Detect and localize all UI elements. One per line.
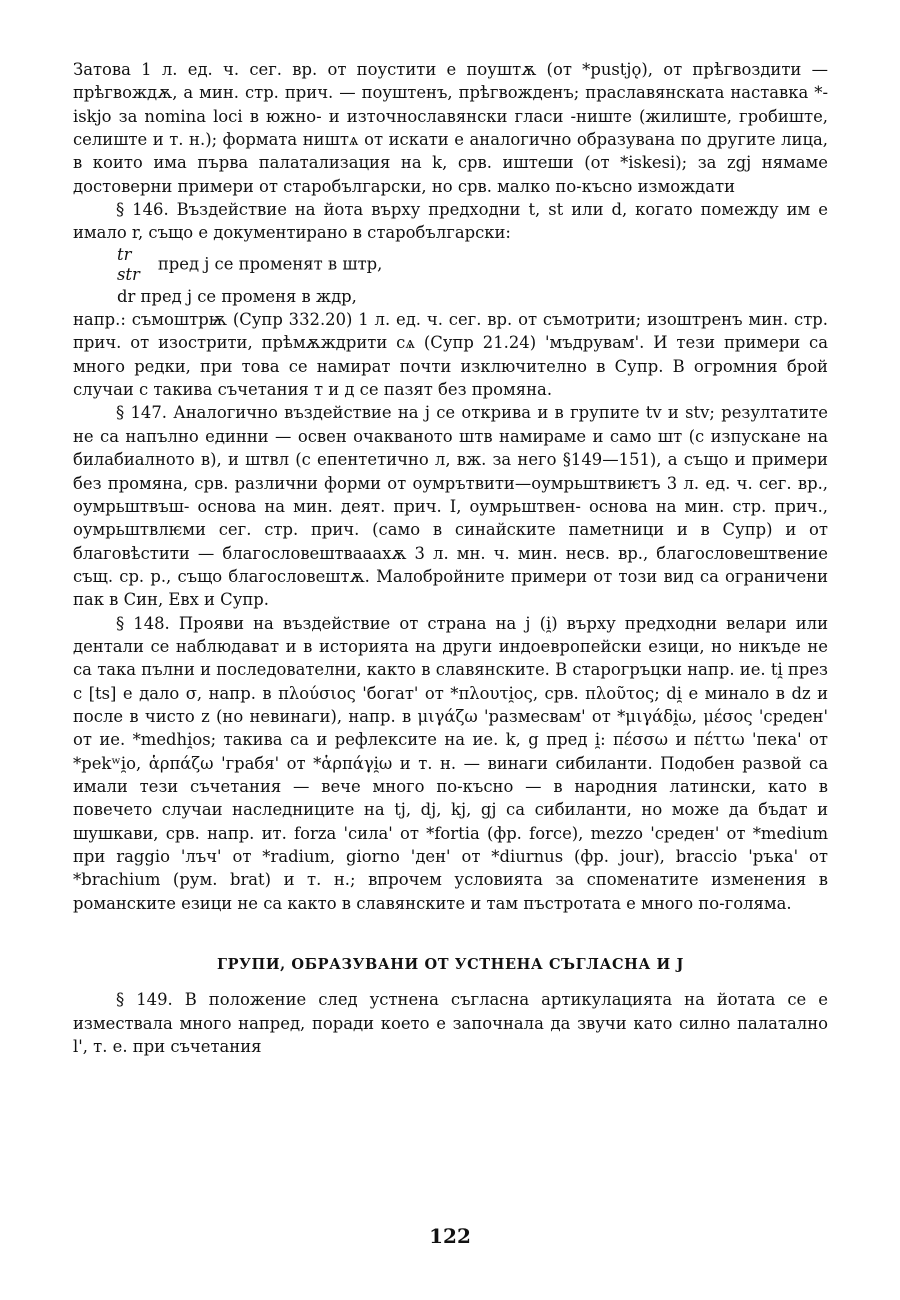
rule-tr: tr — [117, 244, 132, 264]
body-text — [73, 58, 828, 1058]
rule-tr-text: пред j се променят в штр, — [157, 254, 383, 274]
rule-str: str — [117, 264, 140, 284]
rule-stack — [117, 245, 140, 285]
page-number: 122 — [429, 1224, 471, 1248]
paragraph-147: § 147. Аналогично въздействие на j се открива и в групите tv и stv; резултатите не са напълно единни — освен очакваното штв намираме и само шт (с изпускане на билабиалното в), и штвл (с епентетично л, вж. за него §149—151), а също и примери без промяна, срв. различни форми от оумрътвити—оумрьштвиѥтъ 3 л. ед. ч. сег. вр., оумрьштвъш- основа на мин. деят. прич. I, оумрьштвен- основа на мин. стр. прич., оумрьштвлѥми сег. стр. прич. (само в синайските паметници и в Супр) и от благовѣстити — благословештвааахѫ 3 л. мн. ч. мин. несв. вр., благословештвение същ. ср. р., също благословештѫ. Малобройните примери от този вид са ограничени пак в Син, Евх и Супр. — [73, 403, 828, 610]
section-heading: ГРУПИ, ОБРАЗУВАНИ ОТ УСТНЕНА СЪГЛАСНА И J — [217, 956, 684, 974]
rule-tr-str — [73, 245, 828, 285]
paragraph-146: § 146. Въздействие на йота върху предходни t, st или d, когато помежду им е имало r, също е документирано в старобългарски: — [73, 200, 828, 243]
paragraph-148: § 148. Прояви на въздействие от страна на j (i̯) върху предходни велари или дентали се наблюдават и в историята на други индоевропейски езици, но никъде не са така пълни и последователни, както в славянските. В старогръцки напр. ие. ti̯ през c [ts] е дало σ, напр. в πλούσιος 'богат' от *πλουτi̯ος, срв. πλοῦτος; di̯ е минало в dz и после в чисто z (но невинаги), напр. в μιγάζω 'размесвам' от *μιγάδi̯ω, μέσος 'среден' от ие. *medhi̯os; такива са и рефлексите на ие. k, g пред i̯: πέσσω и πέττω 'пека' от *pekʷi̯o, ἁρπάζω 'грабя' от *ἁρπάγi̯ω и т. н. — винаги сибиланти. Подобен развой са имали тези съчетания — вече много по-късно — в народния латински, като в повечето случаи наследниците на tj, dj, kj, gj са сибиланти, но може да бъдат и шушкави, срв. напр. ит. forza 'сила' от *fortia (фр. force), mezzo 'среден' от *medium при raggio 'лъч' от *radium, giorno 'ден' от *diurnus (фр. jour), braccio 'ръка' от *brachium (рум. brat) и т. н.; впрочем условията за споменатите изменения в романските езици не са както в славянските и там пъстротата е много по-голяма. — [73, 613, 828, 913]
paragraph-149: § 149. В положение след устнена съгласна артикулацията на йотата се е измествала много напред, поради което е започнала да звучи като силно палатално l', т. е. при съчетания — [73, 990, 828, 1057]
paragraph-146-continued: напр.: съмоштрѭ (Супр 332.20) 1 л. ед. ч. сег. вр. от съмотрити; изоштренъ мин. стр. прич. от изострити, прѣмѫждрити сѧ (Супр 21.24) 'мъдрувам'. И тези примери са много редки, при това се намират почти изключително в Супр. В огромния брой случаи с такива съчетания т и д се пазят без промяна. — [73, 310, 828, 400]
paragraph-intro: Затова 1 л. ед. ч. сег. вр. от поустити е поуштѫ (от *pustjǫ), от прѣгвоздити — прѣгвождѫ, а мин. стр. прич. — поуштенъ, прѣгвожденъ; праславянската наставка *-iskjo за nomina loci в южно- и източнославянски гласи -ниште (жилиште, гробиште, селиште и т. н.); формата ништѧ от искати е аналогично образувана по другите лица, в които има първа палатализация на k, срв. иштеши (от *iskesi); за zgj нямаме достоверни примери от старобългарски, но срв. малко по-късно измождати — [73, 60, 828, 196]
rule-dr — [73, 285, 828, 308]
rule-dr-text: dr пред j се променя в ждр, — [117, 286, 357, 306]
